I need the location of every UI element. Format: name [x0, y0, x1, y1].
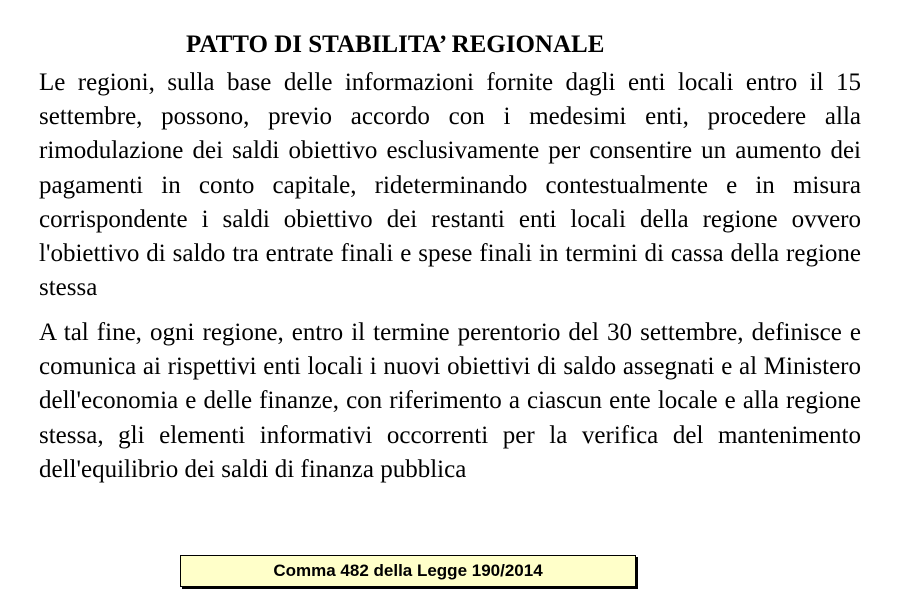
- document-title: PATTO DI STABILITA’ REGIONALE: [186, 31, 605, 58]
- paragraph-comunicazione-obiettivi: A tal fine, ogni regione, entro il termine perentorio del 30 settembre, definisce e comunica ai rispettivi enti locali i nuovi obiettivi di saldo assegnati e al Ministero dell'economia e delle finanze, con riferimento a ciascun ente locale e alla regione stessa, gli elementi informativi occorrenti per la verifica del mantenimento dell'equilibrio dei saldi di finanza pubblica: [39, 319, 861, 483]
- paragraph-rimodulazione-saldi: Le regioni, sulla base delle informazioni fornite dagli enti locali entro il 15 settembre, possono, previo accordo con i medesimi enti, procedere alla rimodulazione dei saldi obiettivo esclusivamente per consentire un aumento dei pagamenti in conto capitale, rideterminando contestualmente e in misura corrispondente i saldi obiettivo dei restanti enti locali della regione ovvero l'obiettivo di saldo tra entrate finali e spese finali in termini di cassa della regione stessa: [39, 69, 861, 302]
- legal-reference-box: Comma 482 della Legge 190/2014: [180, 555, 636, 587]
